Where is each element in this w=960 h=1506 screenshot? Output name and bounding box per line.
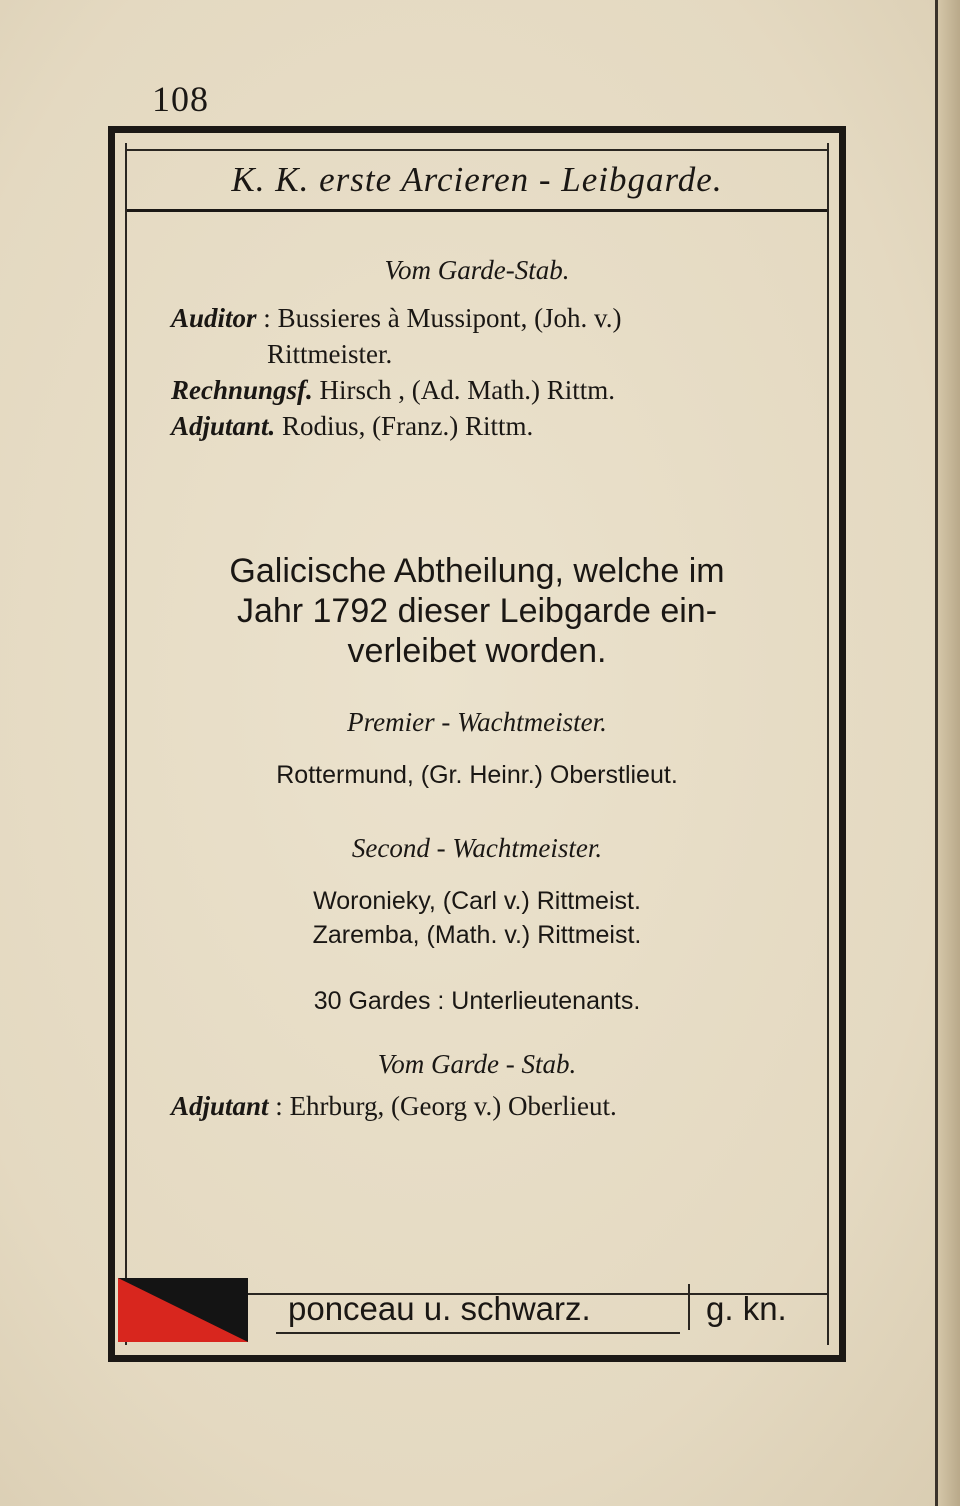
galician-heading-line3: verleibet worden.: [347, 632, 607, 670]
entry-role: Auditor: [171, 303, 257, 333]
entry-rottermund: Rottermund, (Gr. Heinr.) Oberstlieut.: [276, 761, 678, 789]
footer-underline: [276, 1332, 680, 1334]
entry-sep: [313, 375, 320, 405]
page-number: 108: [152, 79, 209, 119]
entry-text: Bussieres à Mussipont, (Joh. v.): [277, 303, 622, 333]
entry-text: Hirsch , (Ad. Math.) Rittm.: [319, 375, 616, 405]
entry-auditor-cont: [267, 339, 392, 370]
footer-separator: [688, 1284, 690, 1330]
entry-rechnungsf: [171, 375, 615, 406]
entry-text: Rittmeister.: [267, 339, 393, 369]
entry-sep: :: [268, 1091, 290, 1121]
page-header: K. K. erste Arcieren - Leibgarde.: [127, 149, 827, 212]
entry-auditor: [171, 303, 622, 334]
entry-role: Adjutant: [171, 1091, 269, 1121]
galician-heading-line2: Jahr 1792 dieser Leibgarde ein-: [236, 592, 718, 630]
entry-role: Rechnungsf.: [171, 375, 313, 405]
entry-zaremba: Zaremba, (Math. v.) Rittmeist.: [312, 921, 642, 949]
section-title-garde-stab-2: Vom Garde - Stab.: [377, 1049, 577, 1079]
entry-sep: :: [256, 303, 278, 333]
uniform-color-flag: [118, 1278, 248, 1342]
entry-adjutant: [171, 411, 533, 442]
section-title-second: Second - Wachtmeister.: [351, 833, 603, 863]
entry-adjutant-ehrburg: [171, 1091, 617, 1122]
page-frame: [108, 126, 846, 1362]
entry-text: Ehrburg, (Georg v.) Oberlieut.: [289, 1091, 617, 1121]
entry-role: Adjutant.: [171, 411, 276, 441]
entry-woronieky: Woronieky, (Carl v.) Rittmeist.: [313, 887, 641, 915]
footer-buttons-text: g. kn.: [706, 1290, 787, 1327]
entry-gardes: 30 Gardes : Unterlieutenants.: [313, 987, 641, 1015]
frame-inner: [125, 143, 829, 1345]
section-title-premier: Premier - Wachtmeister.: [347, 707, 607, 737]
next-page-edge: [935, 0, 960, 1506]
galician-heading-line1: Galicische Abtheilung, welche im: [229, 552, 725, 590]
section-title-garde-stab: Vom Garde-Stab.: [384, 255, 570, 285]
footer-colors-text: ponceau u. schwarz.: [288, 1290, 591, 1327]
entry-text: Rodius, (Franz.) Rittm.: [282, 411, 534, 441]
